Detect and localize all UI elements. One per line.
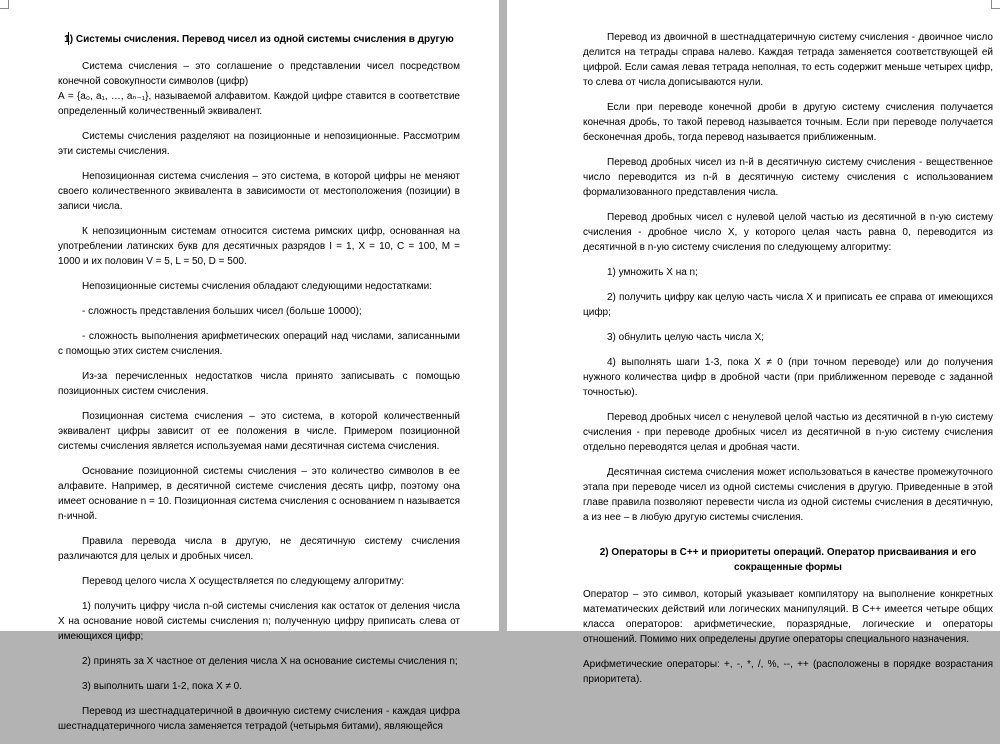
section-heading-2: 2) Операторы в C++ и приоритеты операций. Оператор присваивания и его сокращенные формы <box>599 547 977 573</box>
paragraph: Перевод из шестнадцатеричной в двоичную систему счисления - каждая цифра шестнадцатеричного числа заменяется тетрадой (четырьмя битами), являющейся <box>58 706 460 732</box>
list-item: 2) получить цифру как целую часть числа X и приписать ее справа от имеющихся цифр; <box>583 292 993 318</box>
page-text-right[interactable] <box>583 30 993 697</box>
paragraph: Из-за перечисленных недостатков числа принято записывать с помощью позиционных систем счисления. <box>58 371 460 397</box>
paragraph: Арифметические операторы: +, -, *, /, %, --, ++ (расположены в порядке возрастания приоритета). <box>583 659 993 685</box>
list-item: 3) выполнить шаги 1-2, пока X ≠ 0. <box>82 681 243 692</box>
paragraph: Непозиционные системы счисления обладают следующими недостатками: <box>82 281 432 292</box>
paragraph: Если при переводе конечной дроби в другую систему счисления получается конечная дробь, то такой перевод называется точным. Если при переводе получается бесконечная дробь, тогда перевод называется приближенным. <box>583 102 993 143</box>
paragraph: Перевод дробных чисел с нулевой целой частью из десятичной в n-ую систему счисления - дробное число X, у которого целая часть равна 0, переводится из десятичной в n-ую систему счисления по следующему алгоритму: <box>583 212 993 253</box>
paragraph: Перевод из двоичной в шестнадцатеричную систему счисления - двоичное число делится на тетрады справа налево. Каждая тетрада заменяется соответствующей ей цифрой. Если самая левая тетрада неполная, то есть содержит меньше четырех цифр, то слева от числа дописываются нули. <box>583 32 993 88</box>
list-item: 4) выполнять шаги 1-3, пока X ≠ 0 (при точном переводе) или до получения нужного количества цифр в дробной части (при приближенном переводе с заданной точностью). <box>583 357 993 398</box>
paragraph: Позиционная система счисления – это система, в которой количественный эквивалент цифры зависит от ее положения в числе. Примером позиционной системы счисления является используемая нами десятичная система счисления. <box>58 411 460 452</box>
page-corner-mark <box>0 0 9 9</box>
paragraph: Система счисления – это соглашение о представлении чисел посредством конечной совокупности символов (цифр) <box>58 61 460 87</box>
list-item: 1) получить цифру числа n-ой системы счисления как остаток от деления числа X на основание новой системы счисления n; полученную цифру приписать слева от имеющихся цифр; <box>58 601 460 642</box>
list-item: - сложность выполнения арифметических операций над числами, записанными с помощью этих систем счисления. <box>58 331 460 357</box>
page-text-left[interactable] <box>58 32 460 744</box>
paragraph: А = {a₀, a₁, …, aₙ₋₁}, называемой алфавитом. Каждой цифре ставится в соответствие определенный количественный эквивалент. <box>58 91 460 117</box>
paragraph: Перевод дробных чисел с ненулевой целой частью из десятичной в n-ую систему счисления - при переводе дробных чисел из десятичной в n-ую систему счисления отдельно переводятся целая и дробная части. <box>583 412 993 453</box>
document-page-right[interactable] <box>507 0 1000 685</box>
paragraph: Перевод дробных чисел из n-й в десятичную систему счисления - вещественное число переводится из n-й в десятичную систему счисления с использованием формализованного представления числа. <box>583 157 993 198</box>
list-item: 3) обнулить целую часть числа X; <box>607 332 764 343</box>
paragraph: К непозиционным системам относится система римских цифр, основанная на употреблении латинских букв для десятичных разрядов I = 1, X = 10, C = 100, M = 1000 и их половин V = 5, L = 50, D = 500. <box>58 226 460 267</box>
paragraph: Системы счисления разделяют на позиционные и непозиционные. Рассмотрим эти системы счисления. <box>58 131 460 157</box>
document-page-left[interactable] <box>0 0 499 732</box>
list-item: - сложность представления больших чисел (больше 10000); <box>82 306 362 317</box>
list-item: 2) принять за X частное от деления числа X на основание системы счисления n; <box>82 656 458 667</box>
paragraph: Оператор – это символ, который указывает компилятору на выполнение конкретных математических действий или логических манипуляций. В C++ имеется четыре общих класса операторов: арифметические, поразрядные, логические и операторы отношений. Помимо них определены другие операторы специального назначения. <box>583 589 993 645</box>
paragraph: Правила перевода числа в другую, не десятичную систему счисления различаются для целых и дробных чисел. <box>58 536 460 562</box>
paragraph: Непозиционная система счисления – это система, в которой цифры не меняют своего количественного эквивалента в зависимости от местоположения (позиции) в записи числа. <box>58 171 460 212</box>
paragraph: Десятичная система счисления может использоваться в качестве промежуточного этапа при переводе чисел из одной системы счисления в другую. Приведенные в этой главе правила позволяют перевести числа из одной системы счисления в десятичную, а из нее – в любую другую системы счисления. <box>583 467 993 523</box>
section-heading-1: 1) Системы счисления. Перевод чисел из одной системы счисления в другую <box>64 34 454 45</box>
paragraph: Перевод целого числа X осуществляется по следующему алгоритму: <box>82 576 405 587</box>
paragraph: Основание позиционной системы счисления – это количество символов в ее алфавите. Например, в десятичной системе счисления десять цифр, поэтому она имеет основание n = 10. Позиционная система счисления с основанием n называется n-ичной. <box>58 466 460 522</box>
list-item: 1) умножить X на n; <box>607 267 698 278</box>
page-corner-mark <box>991 0 1000 9</box>
